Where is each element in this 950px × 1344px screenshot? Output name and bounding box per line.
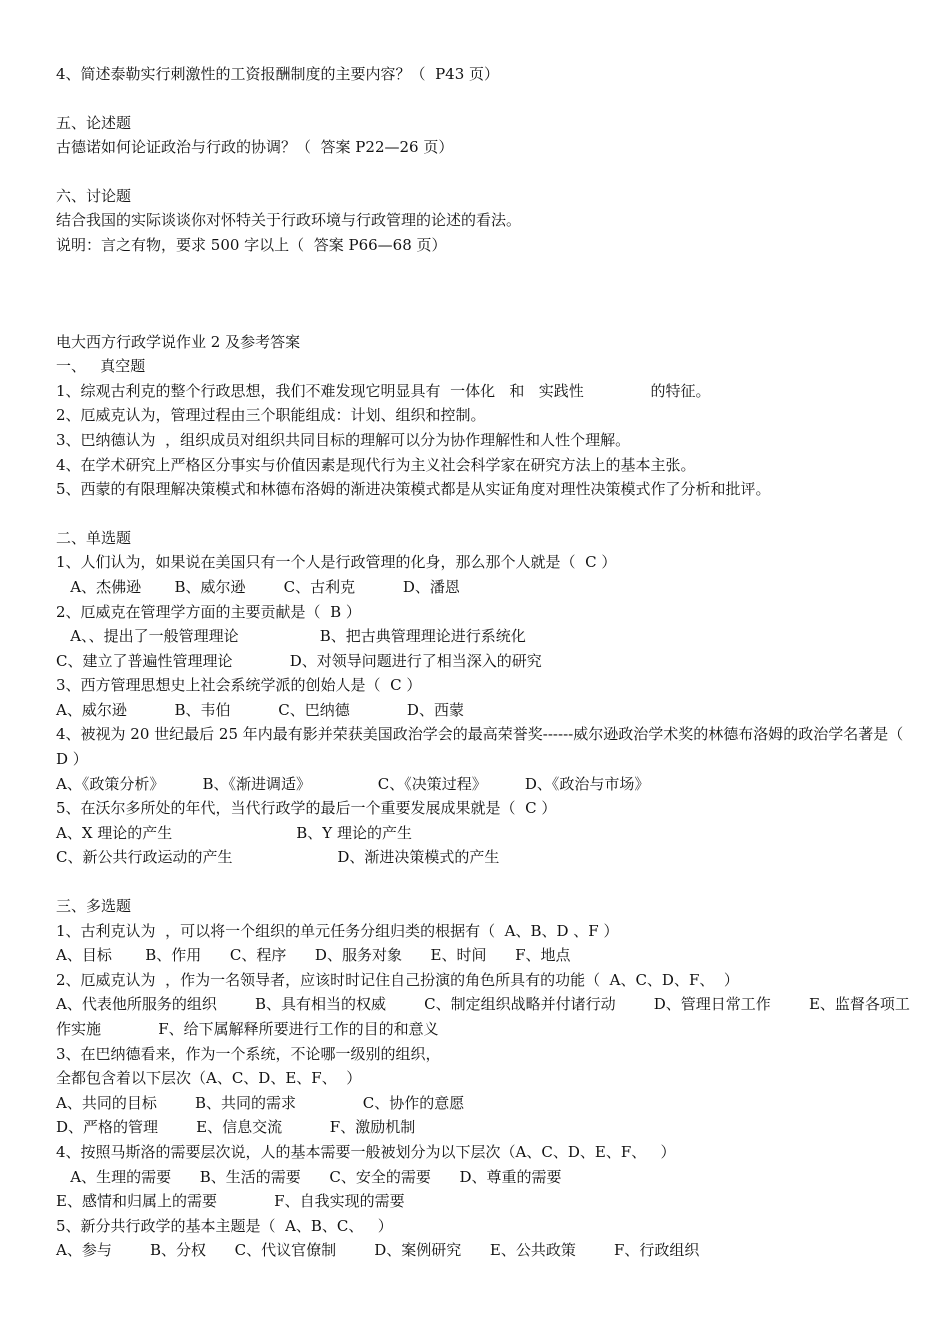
multi-choice-heading: 三、多选题: [56, 897, 132, 916]
single-choice-line: 4、被视为 20 世纪最后 25 年内最有影并荣获美国政治学会的最高荣誉奖------威尔逊政治学术奖的林德布洛姆的政治学名著是（ D ）: [56, 725, 913, 769]
single-choice-line: A、杰佛逊 B、威尔逊 C、古利克 D、潘恩: [56, 577, 460, 596]
essay-question: 古德诺如何论证政治与行政的协调？（ 答案 P22—26 页）: [56, 138, 454, 157]
single-choice-line: 1、人们认为，如果说在美国只有一个人是行政管理的化身，那么那个人就是（ C ）: [56, 553, 617, 572]
multi-choice-line: A、生理的需要 B、生活的需要 C、安全的需要 D、尊重的需要: [56, 1167, 562, 1186]
discussion-note: 说明：言之有物，要求 500 字以上（ 答案 P66—68 页）: [56, 235, 447, 254]
multi-choice-line: 4、按照马斯洛的需要层次说，人的基本需要一般被划分为以下层次（A、C、D、E、F、 ）: [56, 1142, 676, 1161]
single-choice-line: A、X 理论的产生 B、Y 理论的产生: [56, 823, 412, 842]
single-choice-line: A、、提出了一般管理理论 B、把古典管理理论进行系统化: [56, 627, 526, 646]
fill-item: 2、厄威克认为，管理过程由三个职能组成：计划、组织和控制。: [56, 406, 486, 425]
single-choice-line: 2、厄威克在管理学方面的主要贡献是（ B ）: [56, 602, 361, 621]
multi-choice-line: D、严格的管理 E、信息交流 F、激励机制: [56, 1118, 416, 1137]
single-choice-line: A、《政策分析》 B、《渐进调适》 C、《决策过程》 D、《政治与市场》: [56, 774, 650, 793]
essay-heading: 五、论述题: [56, 113, 132, 132]
fill-item: 1、综观古利克的整个行政思想，我们不难发现它明显具有 一体化 和 实践性 的特征。: [56, 381, 711, 400]
question-4: 4、简述泰勒实行刺激性的工资报酬制度的主要内容？（ P43 页）: [56, 65, 500, 83]
multi-choice-line: 2、厄威克认为 ，作为一名领导者，应该时时记住自己扮演的角色所具有的功能（ A、C、D、F、 ）: [56, 970, 739, 989]
single-choice-line: 5、在沃尔多所处的年代，当代行政学的最后一个重要发展成果就是（ C ）: [56, 799, 557, 818]
assignment-title: 电大西方行政学说作业 2 及参考答案: [56, 332, 301, 351]
multi-choice-line: 3、在巴纳德看来，作为一个系统，不论哪一级别的组织，: [56, 1044, 441, 1063]
multi-choice-line: 5、新分共行政学的基本主题是（ A、B、C、 ）: [56, 1216, 393, 1235]
fill-item: 4、在学术研究上严格区分事实与价值因素是现代行为主义社会科学家在研究方法上的基本主张。: [56, 455, 696, 474]
multi-choice-line: A、目标 B、作用 C、程序 D、服务对象 E、时间 F、地点: [56, 946, 571, 965]
multi-choice-line: 1、古利克认为 ，可以将一个组织的单元任务分组归类的根据有（ A、B、D 、F ）: [56, 921, 619, 940]
fill-item: 3、巴纳德认为 ，组织成员对组织共同目标的理解可以分为协作理解性和人性个理解。: [56, 430, 631, 449]
single-choice-line: C、新公共行政运动的产生 D、渐进决策模式的产生: [56, 848, 500, 867]
multi-choice-line: A、参与 B、分权 C、代议官僚制 D、案例研究 E、公共政策 F、行政组织: [56, 1241, 700, 1260]
multi-choice-line: E、感情和归属上的需要 F、自我实现的需要: [56, 1192, 405, 1211]
multi-choice-line: A、共同的目标 B、共同的需求 C、协作的意愿: [56, 1093, 465, 1112]
single-choice-line: A、威尔逊 B、韦伯 C、巴纳德 D、西蒙: [56, 700, 464, 719]
single-choice-heading: 二、单选题: [56, 528, 132, 547]
discussion-question: 结合我国的实际谈谈你对怀特关于行政环境与行政管理的论述的看法。: [56, 211, 522, 230]
fill-heading: 一、 真空题: [56, 357, 146, 376]
multi-choice-line: 全都包含着以下层次（A、C、D、E、F、 ）: [56, 1069, 362, 1088]
multi-choice-line: A、代表他所服务的组织 B、具有相当的权威 C、制定组织战略并付诸行动 D、管理日常工作 E、监督各项工作实施 F、给下属解释所要进行工作的目的和意义: [56, 995, 910, 1038]
single-choice-line: 3、西方管理思想史上社会系统学派的创始人是（ C ）: [56, 676, 422, 695]
fill-item: 5、西蒙的有限理解决策模式和林德布洛姆的渐进决策模式都是从实证角度对理性决策模式作了分析和批评。: [56, 480, 771, 499]
discussion-heading: 六、讨论题: [56, 186, 132, 205]
single-choice-line: C、建立了普遍性管理理论 D、对领导问题进行了相当深入的研究: [56, 651, 542, 670]
